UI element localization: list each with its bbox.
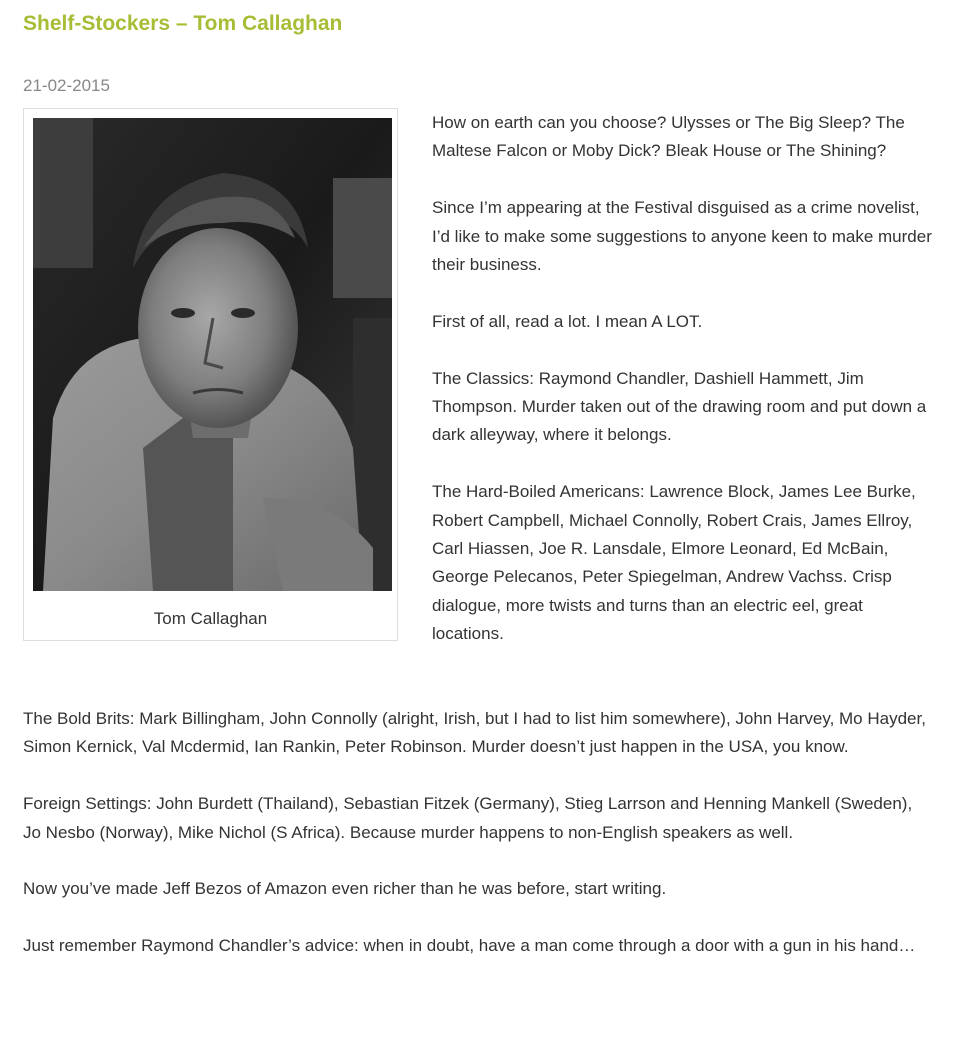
paragraph: The Bold Brits: Mark Billingham, John Connolly (alright, Irish, but I had to list him somewhere), John Harvey, Mo Hayder, Simon Kernick, Val Mcdermid, Ian Rankin, Peter Robinson. Murder doesn’t just happen in the USA, you know. — [23, 709, 926, 757]
photo-caption: Tom Callaghan — [153, 609, 268, 628]
paragraph: Just remember Raymond Chandler’s advice: when in doubt, have a man come through a door with a gun in his hand… — [23, 936, 916, 956]
paragraph: The Hard-Boiled Americans: Lawrence Block, James Lee Burke, Robert Campbell, Michael Connolly, Robert Crais, James Ellroy, Carl Hiassen, Joe R. Lansdale, Elmore Leonard, Ed McBain, George Pelecanos, Peter Spiegelman, Andrew Vachss. Crisp dialogue, more twists and turns than an electric eel, great locations. — [432, 482, 916, 644]
paragraph: Now you’ve made Jeff Bezos of Amazon even richer than he was before, start writing. — [23, 879, 667, 899]
article-date: 21-02-2015 — [23, 76, 110, 95]
paragraph: Foreign Settings: John Burdett (Thailand), Sebastian Fitzek (Germany), Stieg Larrson and Henning Mankell (Sweden), Jo Nesbo (Norway), Mike Nichol (S Africa). Because murder happens to non-English speakers as well. — [23, 794, 913, 842]
paragraph: How on earth can you choose? Ulysses or The Big Sleep? The Maltese Falcon or Moby Dick? Bleak House or The Shining? — [432, 113, 905, 161]
paragraph: Since I’m appearing at the Festival disguised as a crime novelist, I’d like to make some suggestions to anyone keen to make murder their business. — [432, 198, 932, 275]
paragraph: The Classics: Raymond Chandler, Dashiell Hammett, Jim Thompson. Murder taken out of the drawing room and put down a dark alleyway, where it belongs. — [432, 368, 927, 445]
article-body-full-width — [23, 705, 928, 989]
article-title[interactable]: Shelf-Stockers – Tom Callaghan — [23, 12, 343, 35]
author-photo — [33, 118, 392, 591]
paragraph: First of all, read a lot. I mean A LOT. — [432, 311, 703, 331]
article-body-beside-image — [432, 109, 932, 677]
author-photo-figure — [23, 108, 398, 641]
